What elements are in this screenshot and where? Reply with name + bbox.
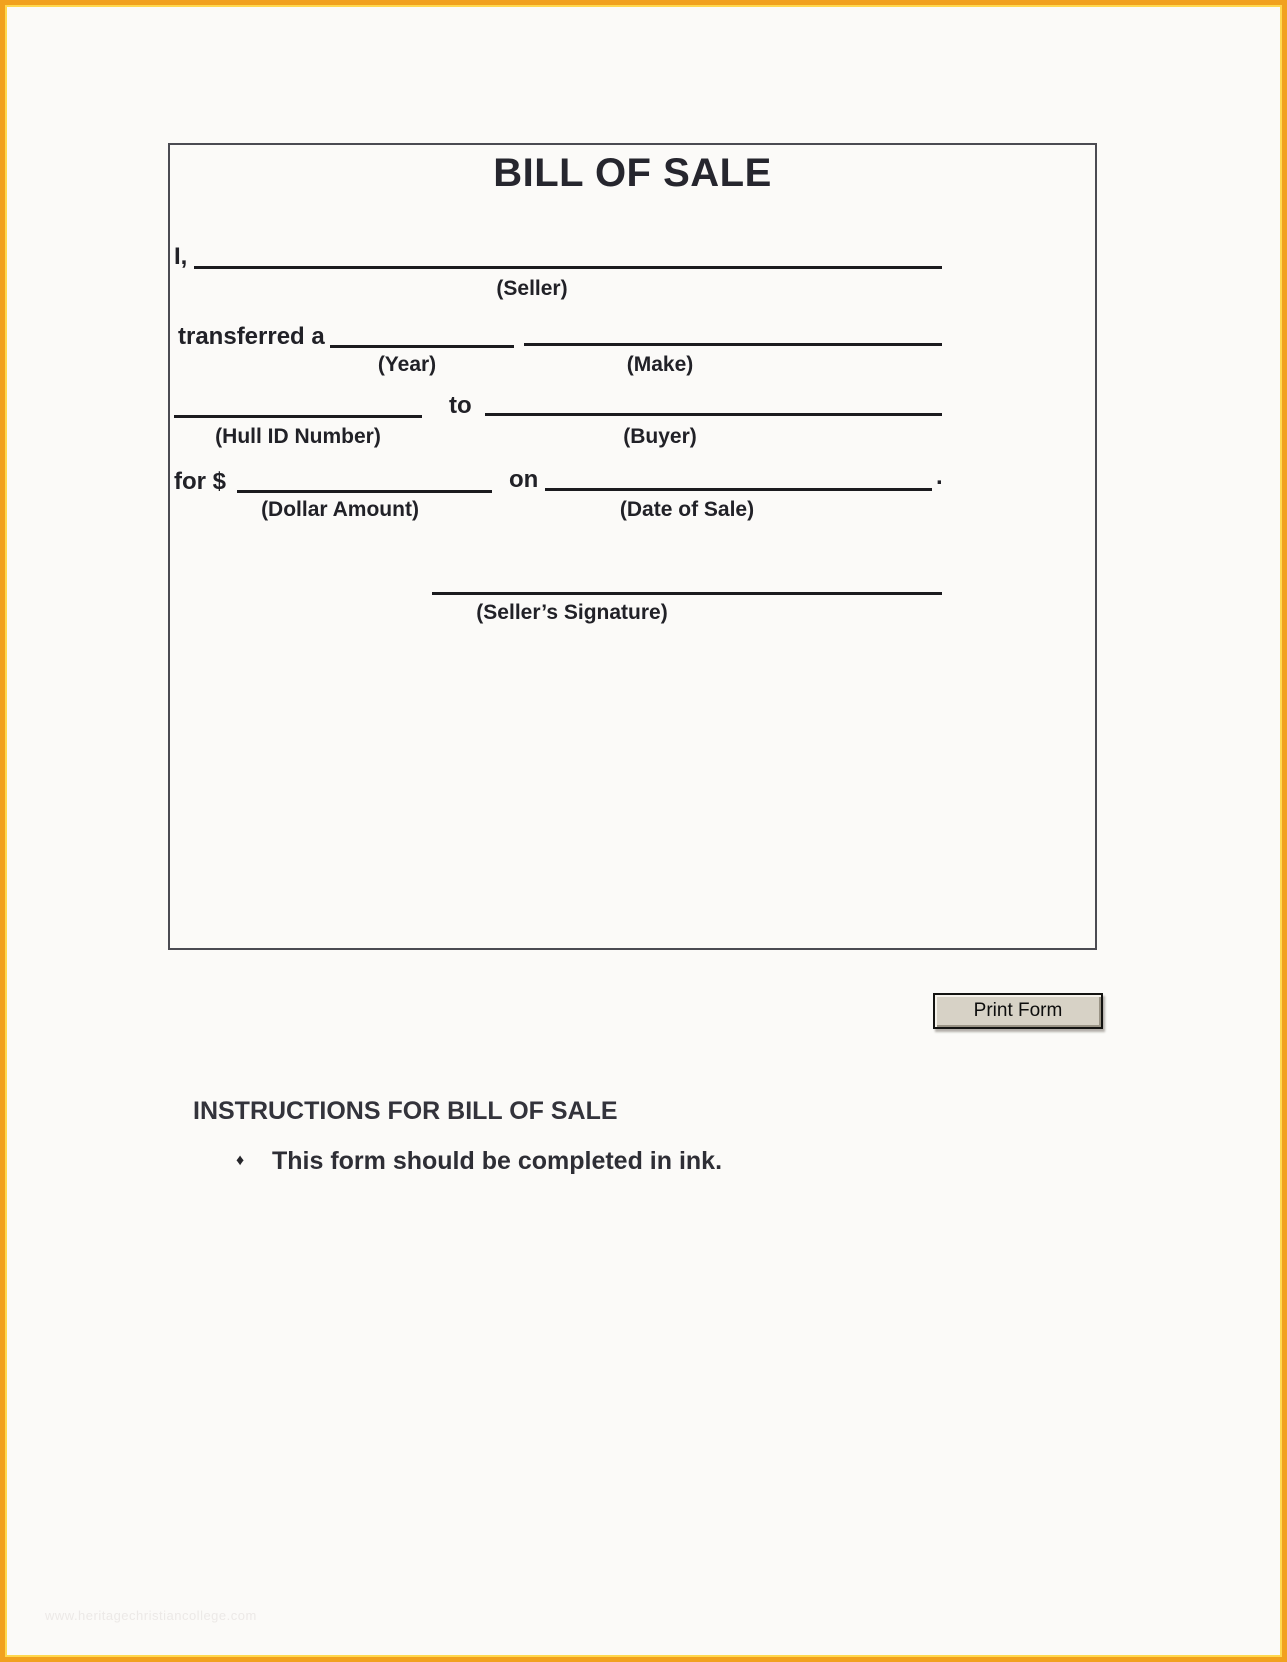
hull-id-input[interactable] <box>174 384 422 418</box>
instructions-heading: INSTRUCTIONS FOR BILL OF SALE <box>193 1097 618 1125</box>
year-field-label: (Year) <box>377 353 437 376</box>
date-of-sale-field-label: (Date of Sale) <box>619 498 755 521</box>
dollar-amount-field-label: (Dollar Amount) <box>261 498 419 521</box>
date-of-sale-input[interactable] <box>545 457 932 491</box>
seller-input[interactable] <box>194 235 942 269</box>
buyer-field-label: (Buyer) <box>623 425 697 448</box>
to-connector-label: to <box>449 392 472 419</box>
transferred-prefix-label: transferred a <box>178 323 325 350</box>
watermark-text: www.heritagechristiancollege.com <box>45 1608 257 1623</box>
hull-id-field-label: (Hull ID Number) <box>215 425 381 448</box>
instruction-item-text: This form should be completed in ink. <box>272 1147 723 1175</box>
seller-field-label: (Seller) <box>496 277 568 300</box>
make-field-label: (Make) <box>626 353 694 376</box>
bill-of-sale-form-box <box>168 143 1097 950</box>
on-connector-label: on <box>509 466 539 493</box>
buyer-input[interactable] <box>485 382 942 416</box>
year-input[interactable] <box>330 314 514 348</box>
seller-signature-field-label: (Seller’s Signature) <box>476 601 668 624</box>
print-form-button[interactable]: Print Form <box>933 993 1103 1029</box>
make-input[interactable] <box>524 312 942 346</box>
for-amount-prefix-label: for $ <box>174 468 227 495</box>
seller-signature-line <box>432 592 942 595</box>
sentence-period: . <box>936 463 943 490</box>
dollar-amount-input[interactable] <box>237 459 492 493</box>
form-title: BILL OF SALE <box>493 151 772 195</box>
diamond-bullet-icon: ♦ <box>236 1152 245 1169</box>
seller-prefix-label: I, <box>174 243 188 270</box>
